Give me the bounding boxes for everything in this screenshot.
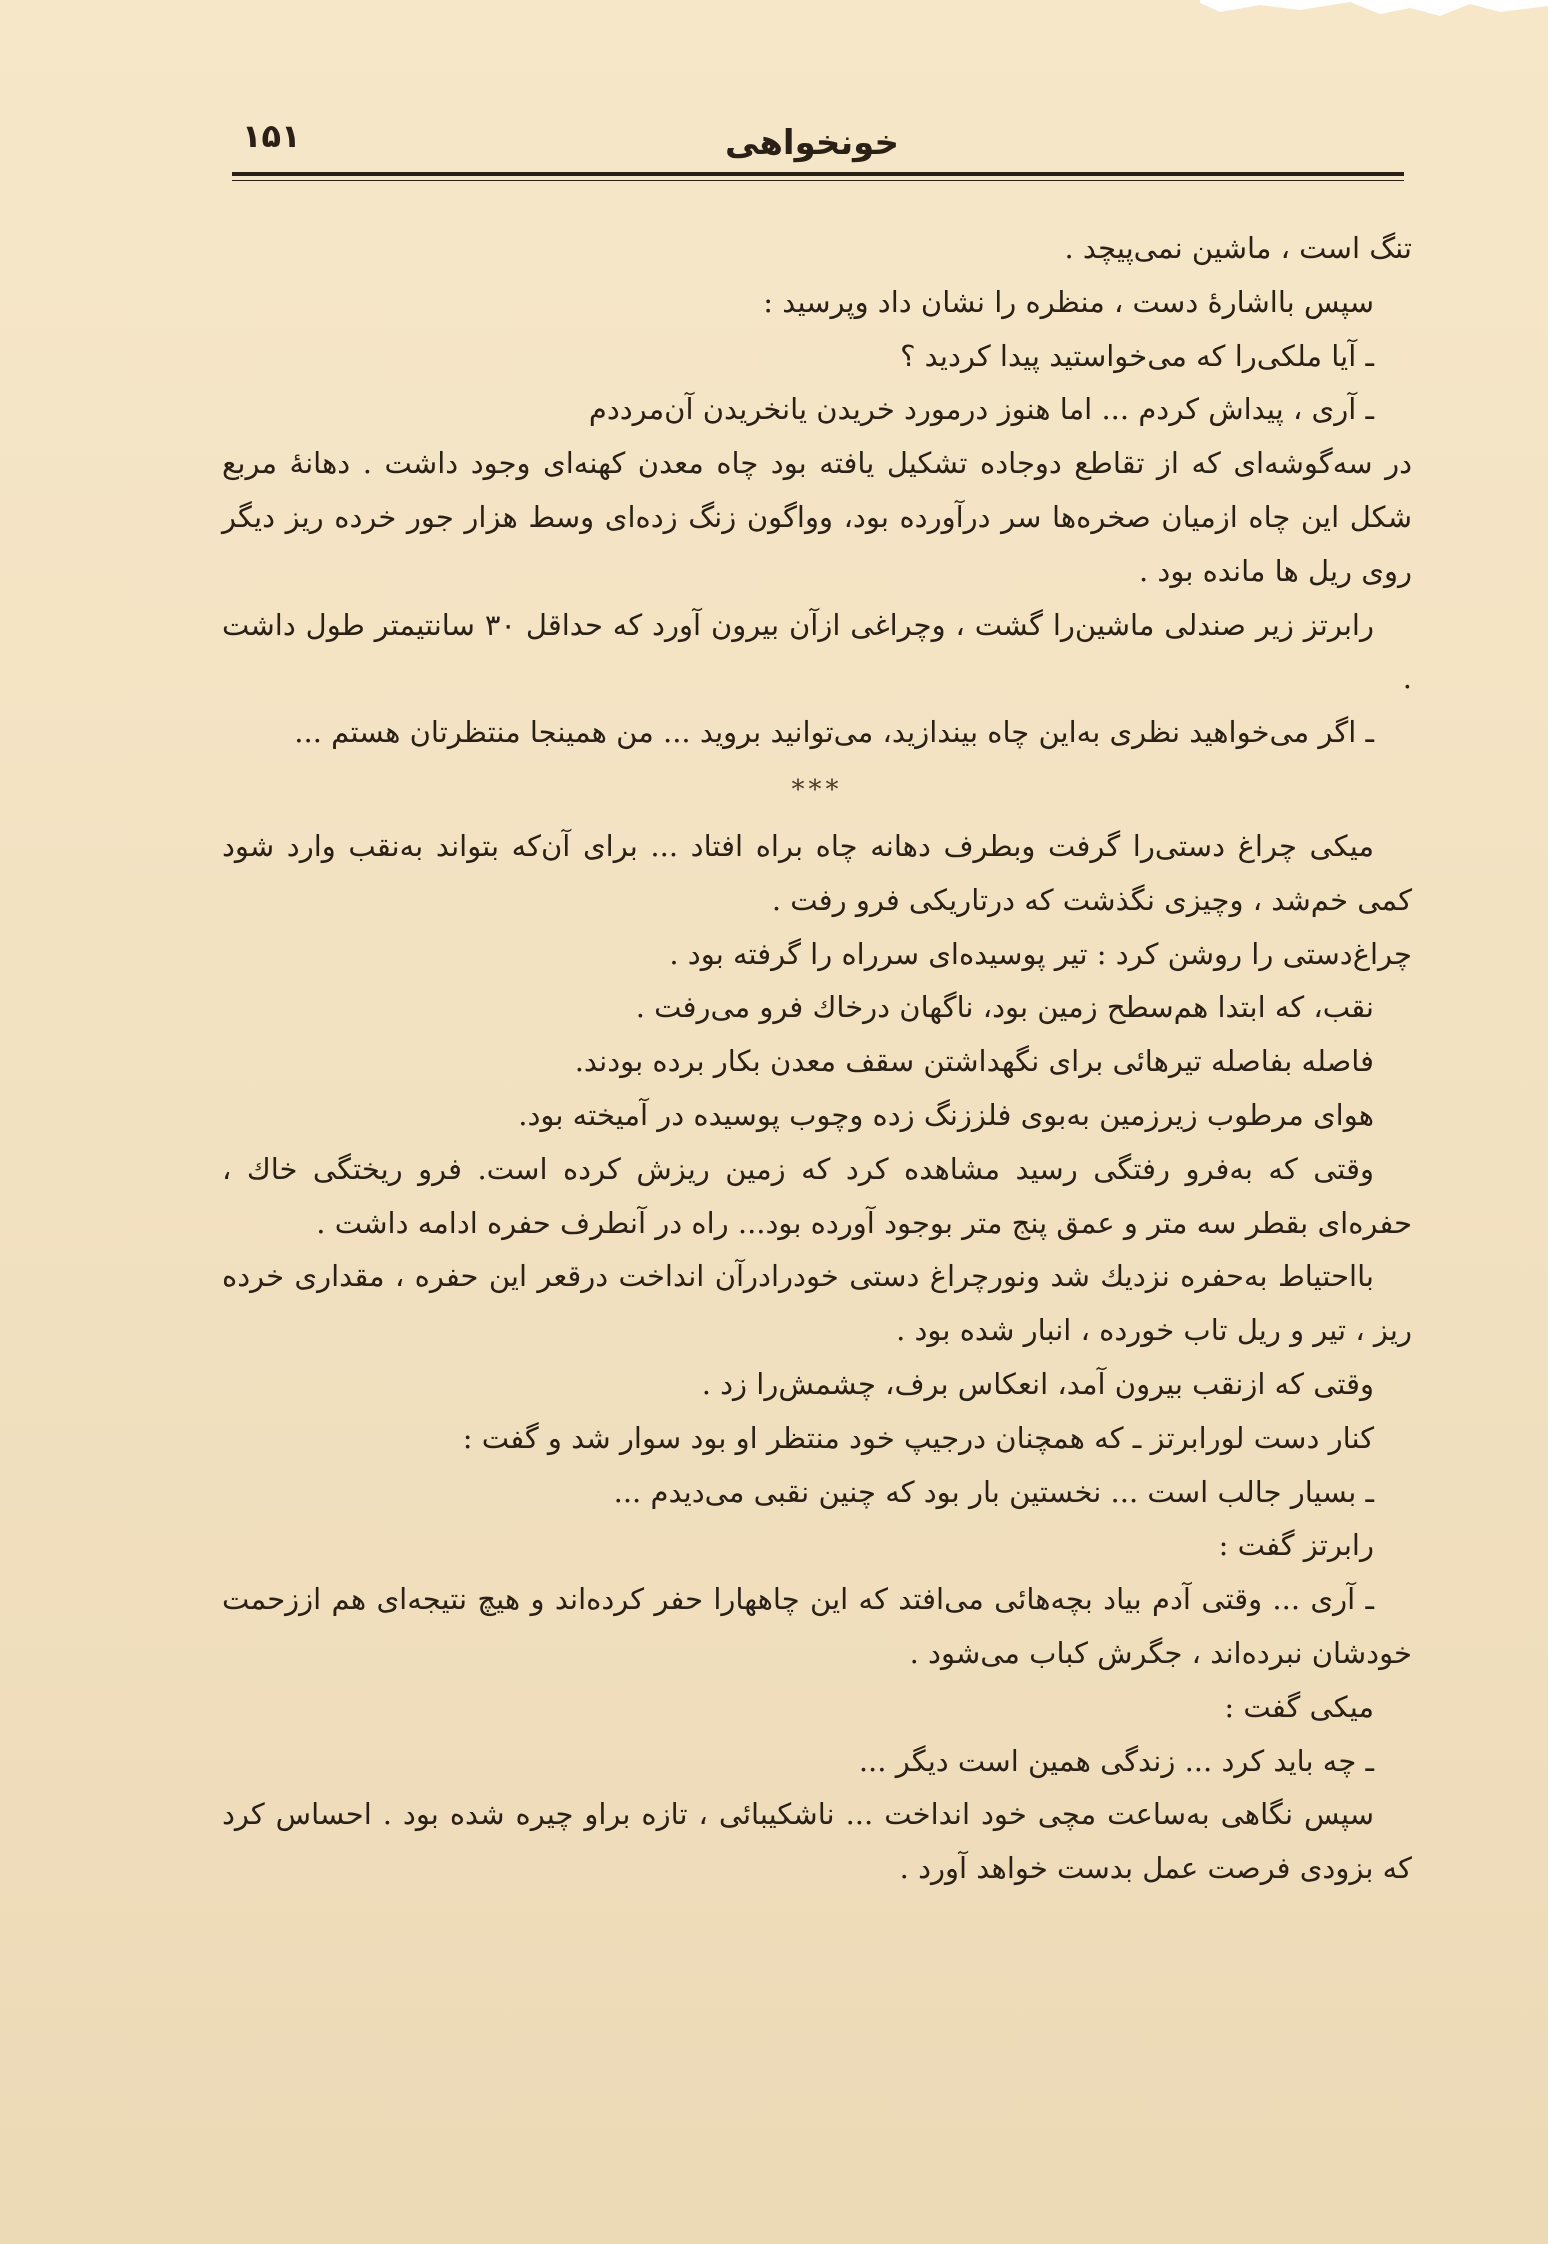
paragraph: در سه‌گوشه‌ای که از تقاطع دوجاده تشکیل یافته بود چاه معدن کهنه‌ای وجود داشت . دهانهٔ مربع شکل این چاه ازمیان صخره‌ها سر درآورده بود، وواگون زنگ زده‌ای وسط هزار جور خرده ریز دیگر روی ریل ها مانده بود .	[222, 446, 1412, 588]
paragraph: وقتی که به‌فرو رفتگی رسید مشاهده کرد که زمین ریزش کرده است. فرو ریختگی خاك ، حفره‌ای بقطر سه متر و عمق پنج متر بوجود آورده بود... راه در آنطرف حفره ادامه داشت .	[222, 1151, 1412, 1240]
paragraph: بااحتیاط به‌حفره نزدیك شد ونورچراغ دستی خودرادرآن انداخت درقعر این حفره ، مقداری خرده ریز ، تیر و ریل تاب خورده ، انبار شده بود .	[222, 1259, 1412, 1348]
page-number: ۱۵۱	[242, 117, 301, 155]
body-text	[222, 222, 1412, 1896]
paragraph: میکی چراغ دستی‌را گرفت وبطرف دهانه چاه براه افتاد ... برای آن‌که بتواند به‌نقب وارد شود کمی خم‌شد ، وچیزی نگذشت که درتاریکی فرو رفت .	[222, 828, 1412, 917]
section-separator: ***	[791, 774, 843, 805]
paragraph: وقتی که ازنقب بیرون آمد، انعکاس برف، چشمش‌را زد .	[701, 1366, 1374, 1401]
paragraph: فاصله بفاصله تیرهائی برای نگهداشتن سقف معدن بکار برده بودند.	[574, 1044, 1374, 1079]
paragraph: ـ بسیار جالب است ... نخستین بار بود که چنین نقبی می‌دیدم ...	[613, 1474, 1374, 1509]
torn-edge	[0, 0, 1548, 30]
paragraph: ـ چه باید کرد ... زندگی همین است دیگر ...	[858, 1743, 1374, 1778]
paragraph: ـ آری ، پیداش کردم ... اما هنوز درمورد خریدن یانخریدن آن‌مرددم	[588, 392, 1374, 427]
paragraph: رابرتز زیر صندلی ماشین‌را گشت ، وچراغی ازآن بیرون آورد که حداقل ۳۰ سانتیمتر طول داشت .	[222, 607, 1412, 696]
paragraph: ـ آری ... وقتی آدم بیاد بچه‌هائی می‌افتد که این چاههارا حفر کرده‌اند و هیچ نتیجه‌ای هم اززحمت خودشان نبرده‌اند ، جگرش کباب می‌شود .	[222, 1582, 1412, 1670]
paragraph: تنگ است ، ماشین نمی‌پیچد .	[1064, 231, 1412, 265]
paragraph: سپس بااشارهٔ دست ، منظره را نشان داد وپرسید :	[763, 284, 1374, 319]
page-title: خونخواهی	[724, 123, 899, 163]
paragraph: میکی گفت :	[1224, 1689, 1374, 1724]
header-rule-thin	[232, 180, 1404, 181]
paragraph: کنار دست لورابرتز ـ که همچنان درجیپ خود منتظر او بود سوار شد و گفت :	[462, 1420, 1374, 1455]
paragraph: رابرتز گفت :	[1218, 1528, 1374, 1563]
paragraph: نقب، که ابتدا هم‌سطح زمین بود، ناگهان درخاك فرو می‌رفت .	[635, 990, 1374, 1025]
paragraph: ـ اگر می‌خواهید نظری به‌این چاه بیندازید، می‌توانید بروید ... من همینجا منتظرتان هستم ...	[294, 715, 1374, 750]
paragraph: سپس نگاهی به‌ساعت مچی خود انداخت ... ناشکیبائی ، تازه براو چیره شده بود . احساس کرد که بزودی فرصت عمل بدست خواهد آورد .	[222, 1797, 1412, 1886]
header-rule	[232, 172, 1404, 176]
paragraph: ـ آیا ملکی‌را که می‌خواستید پیدا کردید ؟	[900, 338, 1374, 373]
paragraph: چراغ‌دستی را روشن کرد : تیر پوسیده‌ای سرراه را گرفته بود .	[669, 936, 1412, 971]
paragraph: هوای مرطوب زیرزمین به‌بوی فلززنگ زده وچوب پوسیده در آمیخته بود.	[518, 1097, 1374, 1132]
